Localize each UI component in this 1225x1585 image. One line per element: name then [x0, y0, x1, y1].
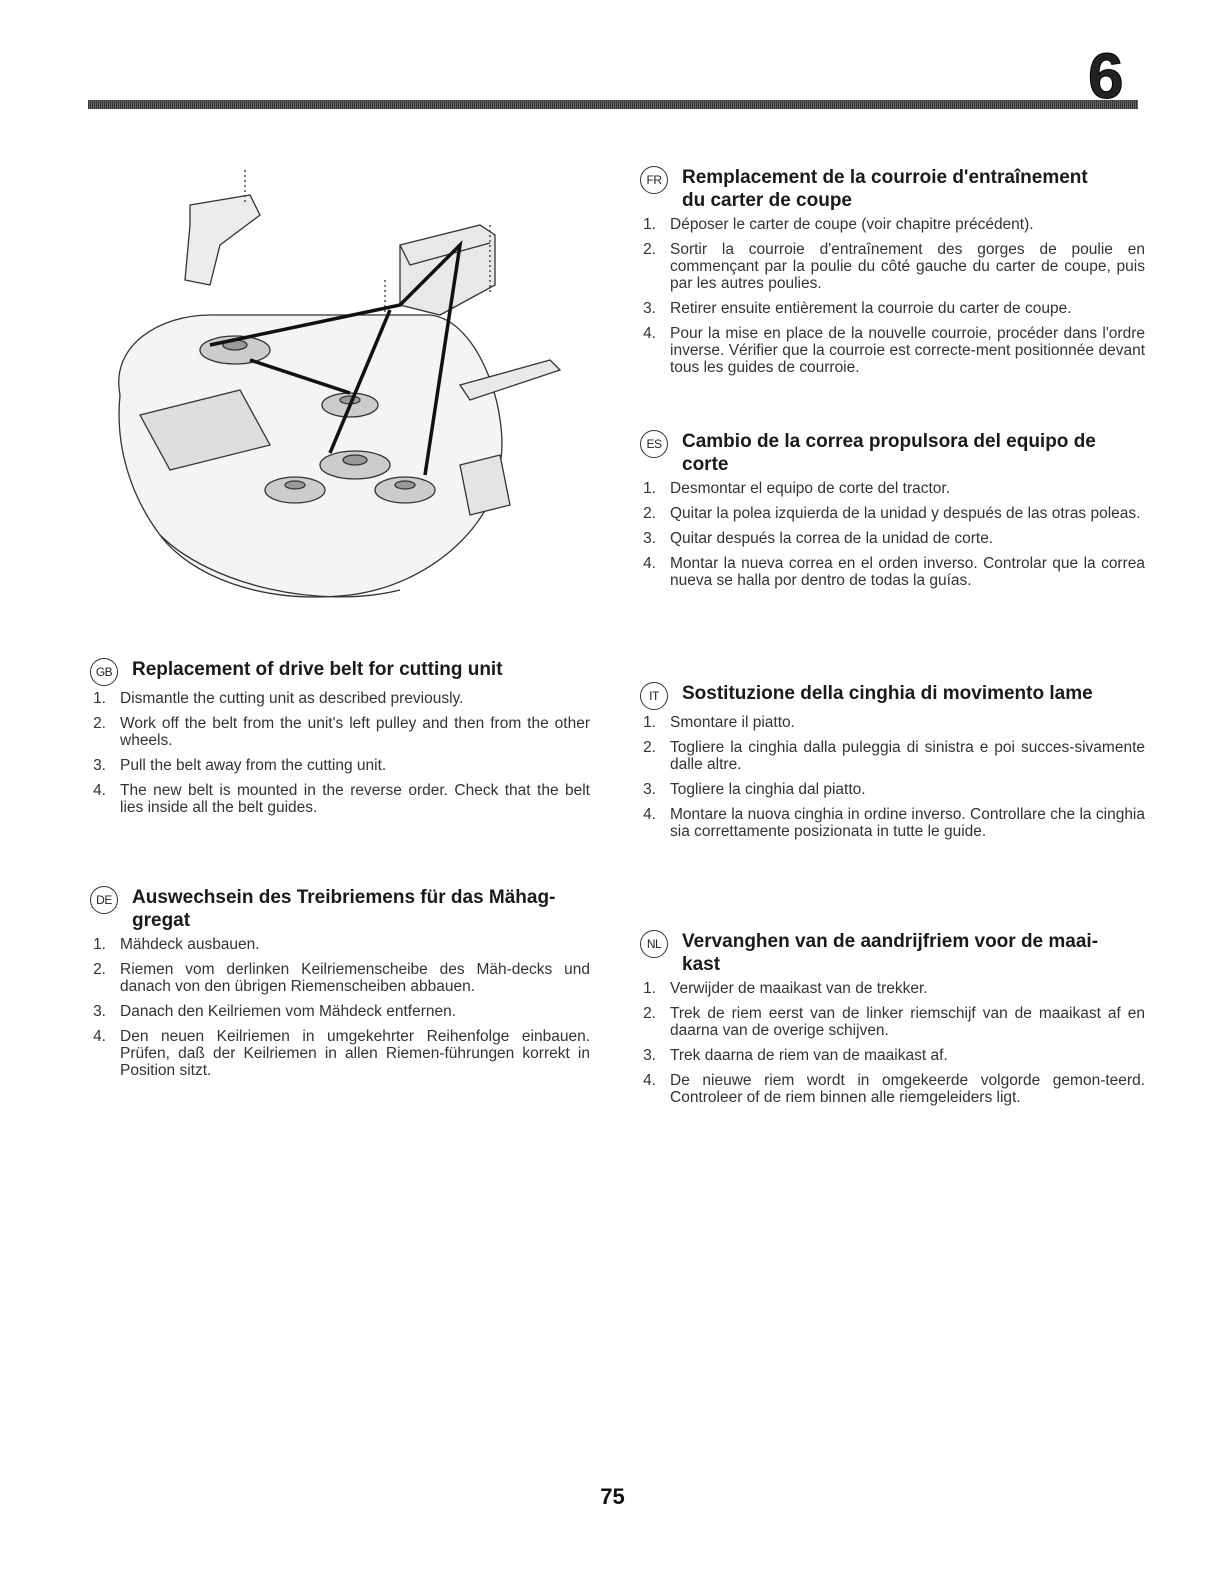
- section-gb: [90, 658, 590, 824]
- language-badge-fr: FR: [640, 166, 668, 194]
- chapter-number: 6: [1088, 40, 1124, 112]
- list-item: 3. Danach den Keilriemen vom Mähdeck entfernen.: [93, 1003, 457, 1020]
- section-nl: [640, 930, 1145, 1114]
- language-badge-it: IT: [640, 682, 668, 710]
- language-badge-gb: GB: [90, 658, 118, 686]
- list-item: 3. Togliere la cinghia dal piatto.: [643, 781, 866, 798]
- section-title: Remplacement de la courroie d'entraînement du carter de coupe: [682, 167, 1088, 211]
- steps-list: [640, 714, 1145, 840]
- list-item: 2. Togliere la cinghia dalla puleggia di sinistra e poi succes-sivamente dalle altre.: [643, 739, 1145, 773]
- list-item: 3. Pull the belt away from the cutting unit.: [93, 757, 387, 774]
- cutting-deck-illustration: [100, 165, 580, 615]
- list-item: 2. Sortir la courroie d'entraînement des gorges de poulie en commençant par la poulie du côté gauche du carter de coupe, puis par les autres poulies.: [643, 241, 1145, 292]
- steps-list: [640, 216, 1145, 376]
- list-item: 3. Trek daarna de riem van de maaikast af.: [643, 1047, 948, 1064]
- list-item: 1. Dismantle the cutting unit as described previously.: [93, 690, 464, 707]
- list-item: 2. Trek de riem eerst van de linker riemschijf van de maaikast af en daarna van de overige schijven.: [643, 1005, 1145, 1039]
- list-item: 4. Den neuen Keilriemen in umgekehrter Reihenfolge einbauen. Prüfen, daß der Keilriemen in allen Riemen-führungen korrekt in Position sitzt.: [93, 1028, 590, 1079]
- steps-list: [90, 936, 590, 1079]
- section-it: [640, 682, 1145, 848]
- language-badge-de: DE: [90, 886, 118, 914]
- section-title: Vervanghen van de aandrijfriem voor de maai-kast: [682, 931, 1099, 975]
- section-title: Replacement of drive belt for cutting unit: [132, 659, 503, 680]
- steps-list: [90, 690, 590, 816]
- language-badge-nl: NL: [640, 930, 668, 958]
- list-item: 3. Quitar después la correa de la unidad de corte.: [643, 530, 994, 547]
- section-title: Cambio de la correa propulsora del equipo de corte: [682, 431, 1096, 475]
- list-item: 1. Verwijder de maaikast van de trekker.: [643, 980, 928, 997]
- list-item: 4. The new belt is mounted in the reverse order. Check that the belt lies inside all the belt guides.: [93, 782, 590, 816]
- section-title: Auswechsein des Treibriemens für das Mähag-gregat: [132, 887, 556, 931]
- list-item: 4. Pour la mise en place de la nouvelle courroie, procéder dans l'ordre inverse. Vérifier que la courroie est correcte-ment positionnée devant tous les guides de courroie.: [643, 325, 1145, 376]
- list-item: 4. De nieuwe riem wordt in omgekeerde volgorde gemon-teerd. Controleer of de riem binnen alle riemgeleiders ligt.: [643, 1072, 1145, 1106]
- list-item: 2. Riemen vom derlinken Keilriemenscheibe des Mäh-decks und danach von den übrigen Riemenscheiben abbauen.: [93, 961, 590, 995]
- section-de: [90, 886, 590, 1087]
- list-item: 3. Retirer ensuite entièrement la courroie du carter de coupe.: [643, 300, 1072, 317]
- header-rule: [88, 100, 1138, 109]
- list-item: 2. Quitar la polea izquierda de la unidad y después de las otras poleas.: [643, 505, 1141, 522]
- list-item: 4. Montar la nueva correa en el orden inverso. Controlar que la correa nueva se halla por dentro de todas la guías.: [643, 555, 1145, 589]
- list-item: 1. Déposer le carter de coupe (voir chapitre précédent).: [643, 216, 1034, 233]
- list-item: 4. Montare la nuova cinghia in ordine inverso. Controllare che la cinghia sia correttamente posizionata in tutte le guide.: [643, 806, 1145, 840]
- section-es: [640, 430, 1145, 597]
- language-badge-es: ES: [640, 430, 668, 458]
- section-title: Sostituzione della cinghia di movimento lame: [682, 683, 1093, 704]
- page-number: 75: [600, 1484, 625, 1509]
- list-item: 1. Desmontar el equipo de corte del tractor.: [643, 480, 951, 497]
- steps-list: [640, 980, 1145, 1106]
- section-fr: [640, 166, 1145, 384]
- steps-list: [640, 480, 1145, 589]
- list-item: 2. Work off the belt from the unit's left pulley and then from the other wheels.: [93, 715, 590, 749]
- list-item: 1. Mähdeck ausbauen.: [93, 936, 260, 953]
- list-item: 1. Smontare il piatto.: [643, 714, 795, 731]
